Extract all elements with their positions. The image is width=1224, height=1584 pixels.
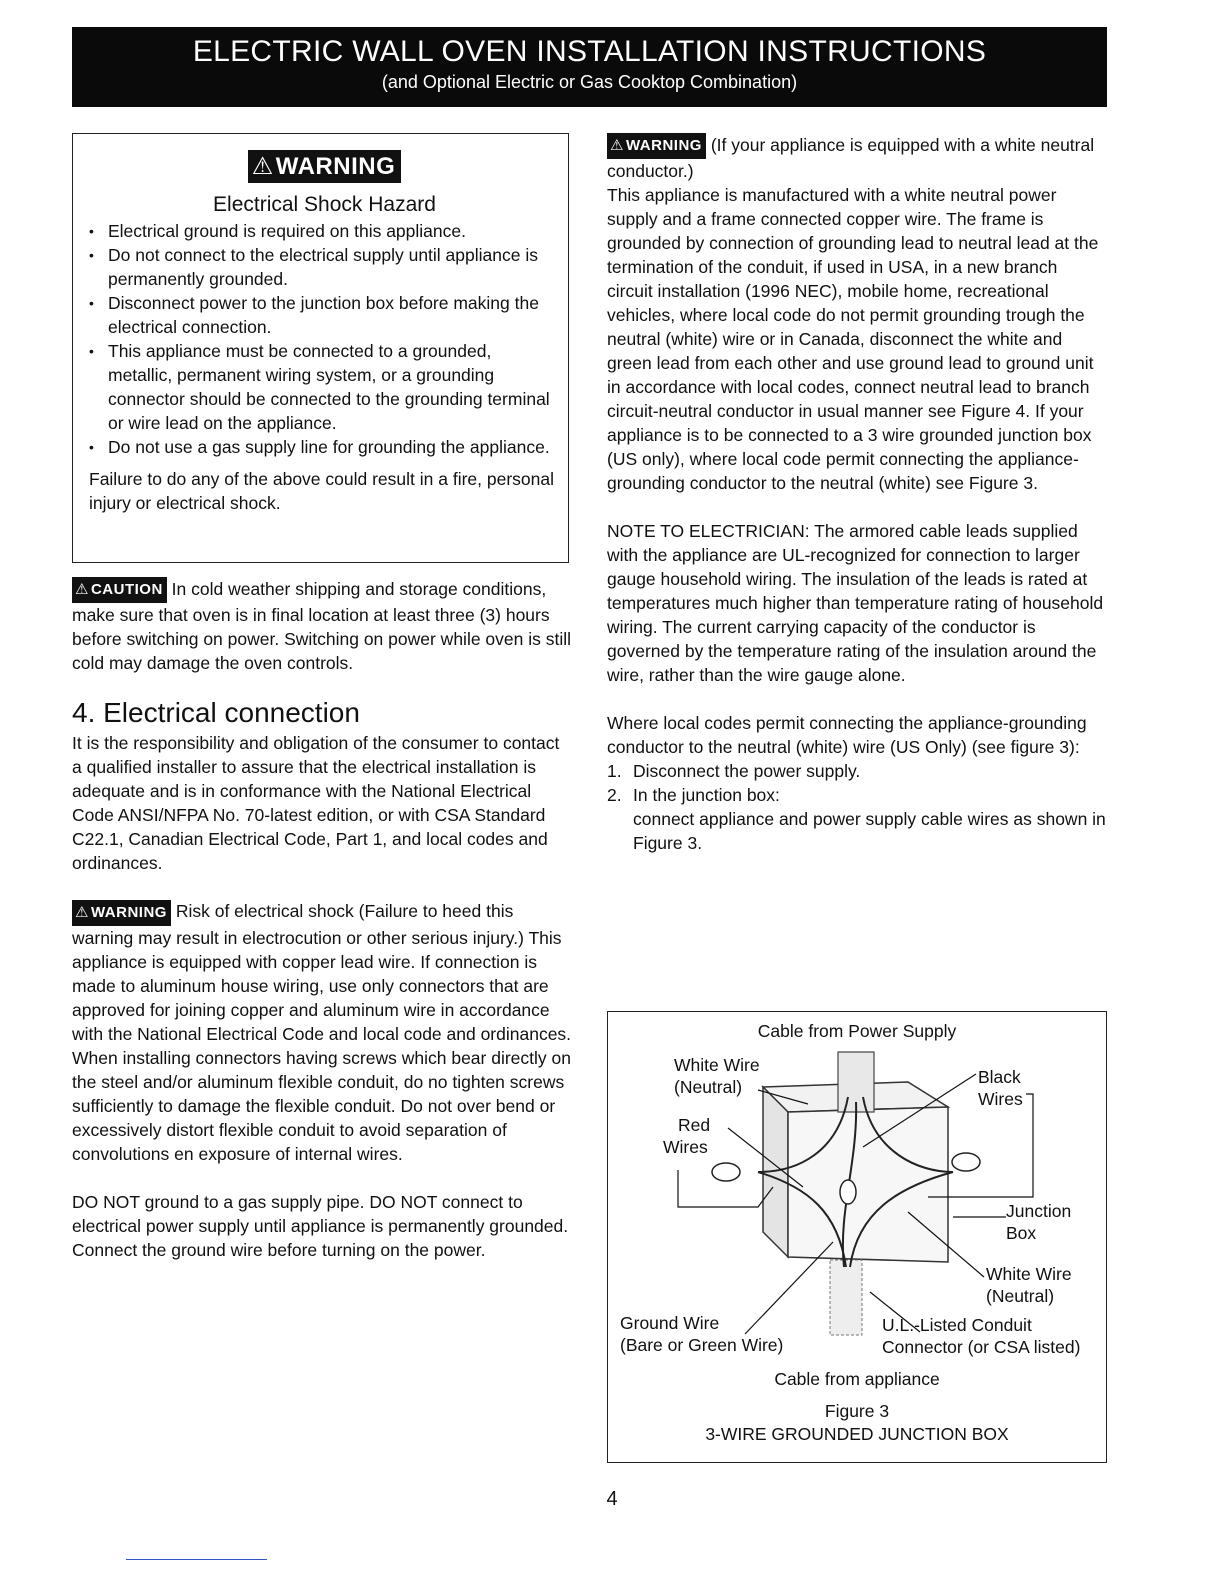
page-title: ELECTRIC WALL OVEN INSTALLATION INSTRUCTIONS (192, 35, 987, 68)
label-black-wires: Wires (978, 1089, 1023, 1109)
step-2-detail: connect appliance and power supply cable wires as shown in Figure 3. (633, 809, 1106, 854)
wire-nut-center (840, 1180, 856, 1204)
label-ground-wire: Ground Wire (620, 1313, 720, 1333)
label-red-wires: Wires (663, 1137, 708, 1157)
caution-badge: ⚠ CAUTION (72, 577, 167, 603)
list-item: • Do not use a gas supply line for grounding the appliance. (89, 435, 560, 459)
junction-box-front-face (788, 1107, 948, 1262)
figure-3-junction-box (607, 1011, 1107, 1463)
label-black: Black (978, 1067, 1021, 1087)
label-red: Red (678, 1115, 711, 1135)
failure-text: Failure to do any of the above could result in a fire, personal injury or electrical shock. (89, 469, 554, 513)
warning-badge: ⚠ WARNING (72, 900, 171, 926)
label-white-wire-bottom: White Wire (986, 1264, 1072, 1284)
label-cable-appliance: Cable from appliance (774, 1369, 940, 1389)
ground-paragraph: DO NOT ground to a gas supply pipe. DO NOT connect to electrical power supply until appliance is permanently grounded. Connect the ground wire before turning on the power. (72, 1191, 569, 1260)
section-intro: It is the responsibility and obligation of the consumer to contact a qualified installer to assure that the electrical installation is adequate and is in conformance with the National Electrical Code ANSI/NFPA No. 70-latest edition, or with CSA Standard C22.1, Canadian Electrical Code, Part 1, and local codes and ordinances. (72, 733, 560, 874)
shock-hazard-warning-box (72, 133, 569, 563)
neutral-warning-intro: ⚠ WARNING (If your appliance is equipped with a white neutral conductor.) (607, 135, 1095, 182)
list-item: • Disconnect power to the junction box before making the electrical connection. (89, 291, 560, 339)
hazard-title: Electrical Shock Hazard (213, 193, 436, 216)
conduit-bottom (830, 1260, 862, 1335)
label-box: Box (1006, 1223, 1037, 1243)
page-subtitle: (and Optional Electric or Gas Cooktop Combination) (381, 72, 798, 92)
warning-triangle-icon: ⚠ (75, 903, 89, 921)
figure-caption-number: Figure 3 (824, 1401, 890, 1421)
hazard-bullet-list (89, 219, 560, 459)
figure-caption-title: 3-WIRE GROUNDED JUNCTION BOX (705, 1424, 1009, 1444)
warning-triangle-icon: ⚠ (251, 153, 274, 180)
warning-triangle-icon: ⚠ (75, 581, 89, 599)
note-to-electrician: NOTE TO ELECTRICIAN: The armored cable leads supplied with the appliance are UL-recognized for connection to larger gauge household wiring. The insulation of the leads is rated at temperatures much higher than temperature rating of household wiring. The current carrying capacity of the conductor is governed by the temperature rating of the insulation around the wire, rather than the wire gauge alone. (607, 521, 1104, 686)
right-column (607, 133, 1107, 855)
label-ground-detail: (Bare or Green Wire) (620, 1335, 784, 1355)
list-item: 1. Disconnect the power supply. (607, 761, 861, 782)
label-neutral-bottom: (Neutral) (986, 1286, 1055, 1306)
list-item: • Do not connect to the electrical supply until appliance is permanently grounded. (89, 243, 560, 291)
label-cable-power: Cable from Power Supply (757, 1021, 957, 1041)
label-neutral-top: (Neutral) (674, 1077, 743, 1097)
where-paragraph: Where local codes permit connecting the appliance-grounding conductor to the neutral (white) wire (US Only) (see figure 3): (607, 713, 1087, 758)
header-banner (72, 27, 1107, 107)
wire-nut-right (952, 1153, 980, 1171)
footer-divider (126, 1559, 267, 1560)
wire-nut-left (712, 1163, 740, 1181)
label-white-wire-top: White Wire (674, 1055, 760, 1075)
label-junction: Junction (1006, 1201, 1072, 1221)
warning-badge: ⚠ WARNING (607, 133, 706, 159)
list-item: • This appliance must be connected to a grounded, metallic, permanent wiring system, or a grounding connector should be connected to the grounding terminal or wire lead on the appliance. (89, 339, 560, 435)
section-heading: 4. Electrical connection (72, 697, 360, 729)
list-item: • Electrical ground is required on this appliance. (89, 219, 560, 243)
warning-triangle-icon: ⚠ (610, 137, 624, 155)
label-connector: Connector (or CSA listed) (882, 1337, 1081, 1357)
caution-paragraph: ⚠ CAUTION In cold weather shipping and storage conditions, make sure that oven is in final location at least three (3) hours before switching on power. Switching on power while oven is still cold may damage the oven controls. (72, 579, 572, 674)
label-ul-listed: U.L.-Listed Conduit (882, 1315, 1032, 1335)
left-column (72, 133, 572, 1262)
neutral-paragraph: This appliance is manufactured with a white neutral power supply and a frame connected copper wire. The frame is grounded by connection of grounding lead to neutral lead at the termination of the conduit, if used in USA, in a new branch circuit installation (1996 NEC), mobile home, recreational vehicles, where local code do not permit grounding trough the neutral (white) wire or in Canada, disconnect the white and green lead from each other and use ground lead to ground unit in accordance with local codes, connect neutral lead to branch circuit-neutral conductor in usual manner see Figure 4. If your appliance is to be connected to a 3 wire grounded junction box (US only), where local code permit connecting the appliance-grounding conductor to the neutral (white) see Figure 3. (607, 185, 1099, 494)
page-number: 4 (606, 1488, 618, 1510)
steps-list (607, 759, 1107, 807)
list-item: 2. In the junction box: (607, 785, 780, 806)
shock-warning-paragraph: ⚠ WARNING Risk of electrical shock (Failure to heed this warning may result in electrocution or other serious injury.) This appliance is equipped with copper lead wire. If connection is made to aluminum house wiring, use only connectors that are approved for joining copper and aluminum wire in accordance with the National Electrical Code and local code and ordinances. When installing connectors having screws which bear directly on the steel and/or aluminum flexible conduit, do no tighten screws sufficiently to damage the flexible conduit. Do not over bend or excessively distort flexible conduit to avoid separation of convolutions en exposure of internal wires. (72, 901, 572, 1164)
warning-badge: ⚠WARNING (248, 150, 402, 183)
